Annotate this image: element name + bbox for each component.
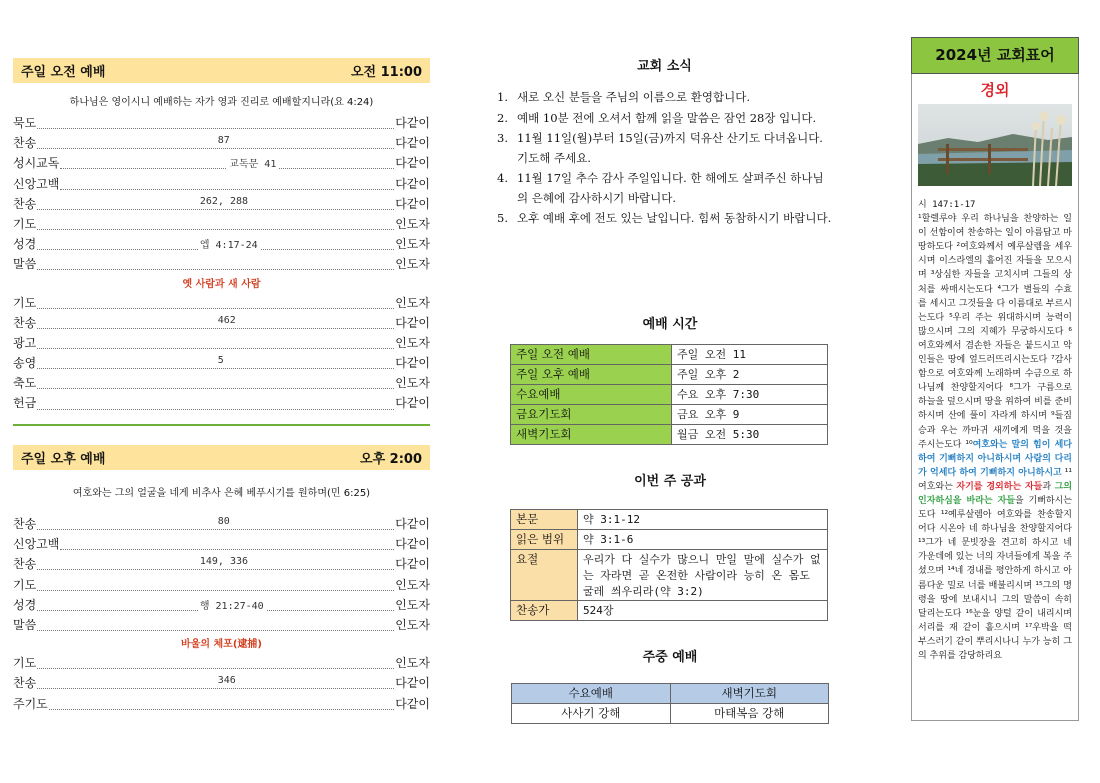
order-row [13,576,430,596]
order-row [13,596,430,616]
order-item-detail: 346 [217,675,236,687]
order-row [13,654,430,674]
order-item-label: 말씀 [13,257,37,272]
order-item-label: 묵도 [13,116,37,130]
psalm-part3b: 과 [1042,481,1055,492]
dot-leader [60,188,394,190]
order-item-label: 찬송 [13,557,37,572]
order-item-leader: 인도자 [395,295,430,310]
dot-leader [37,629,394,631]
order-item-label: 기도 [13,295,37,310]
landscape-photo-image [918,104,1072,186]
lesson-title: 이번 주 공과 [634,474,706,489]
order-row [13,555,430,575]
news-title: 교회 소식 [637,59,692,74]
weekday-header-wed: 수요예배 [512,684,671,704]
worship-time-row-value: 주일 오후 2 [672,365,828,385]
afternoon-sermon-title: 바울의 체포(逮捕) [181,639,262,651]
order-item-leader: 다같이 [395,116,430,130]
order-item-leader: 인도자 [395,237,430,252]
order-item-leader: 다같이 [395,156,430,171]
order-row [13,154,430,174]
dot-leader [37,589,394,591]
psalm-text [918,198,1072,663]
psalm-part3: ¹¹여호와는 [918,467,1073,492]
order-row [13,334,430,354]
weekday-table [511,683,829,724]
order-row [13,114,430,134]
news-item [497,209,832,229]
order-row [13,695,430,715]
order-item-label: 찬송 [13,315,37,330]
lesson-row [511,601,828,621]
order-item-detail: 행 21:27-40 [198,597,266,612]
order-item-label: 신앙고백 [13,537,60,552]
worship-time-row-value: 주일 오전 11 [672,345,828,365]
order-item-detail: 5 [217,355,224,367]
news-list [497,88,832,229]
order-item-leader: 인도자 [395,597,430,612]
dot-leader [37,600,394,612]
order-item-detail: 교독문 41 [227,155,278,170]
worship-time-row [511,365,828,385]
order-item-label: 찬송 [13,676,37,691]
order-row [13,294,430,314]
order-row [13,354,430,374]
afternoon-order-part2 [13,654,430,715]
afternoon-worship [13,445,430,715]
worship-time-row-key: 주일 오후 예배 [511,365,672,385]
lesson-row [511,510,828,530]
worship-time-row-value: 수요 오후 7:30 [672,385,828,405]
worship-time-row-key: 주일 오전 예배 [511,345,672,365]
afternoon-verse: 여호와는 그의 얼굴을 네게 비추사 은혜 베푸시기를 원하며(민 6:25) [72,488,371,499]
worship-time-row-key: 새벽기도회 [511,425,672,445]
news-item [497,109,832,129]
lesson-row-value: 우리가 다 실수가 많으니 만일 말에 실수가 없는 자라면 곧 온전한 사람이라 능히 온 몸도 굴레 씌우리라(약 3:2) [578,550,828,601]
order-row [13,515,430,535]
dot-leader [37,314,394,329]
afternoon-order-part1 [13,515,430,636]
morning-header [13,58,430,83]
order-item-detail: 262, 288 [199,195,249,207]
order-item-detail: 462 [217,314,236,326]
landscape-photo [918,104,1072,186]
order-item-leader: 인도자 [395,656,430,671]
order-item-leader: 인도자 [395,577,430,592]
order-item-label: 광고 [13,335,37,350]
lesson-row-value: 약 3:1-6 [578,530,828,550]
morning-verse: 하나님은 영이시니 예배하는 자가 영과 진리로 예배할지니라(요 4:24) [69,97,374,108]
order-row [13,235,430,255]
order-item-label: 성시교독 [13,156,60,171]
order-item-label: 찬송 [13,517,37,531]
lesson-row-value: 약 3:1-12 [578,510,828,530]
order-item-label: 신앙고백 [13,176,60,191]
order-row [13,374,430,394]
section-divider [13,424,430,426]
worship-time-row-value: 금요 오후 9 [672,405,828,425]
order-row [13,175,430,195]
weekday-value-dawn: 마태복음 강해 [670,704,829,724]
order-item-label: 말씀 [13,617,37,632]
dot-leader [37,268,394,270]
order-item-leader: 다같이 [395,557,430,572]
news-item-text: 오후 예배 후에 전도 있는 날입니다. 힘써 동참하시기 바랍니다. [517,211,832,225]
lesson-row-key: 읽은 범위 [511,530,578,550]
motto-panel [911,37,1079,721]
order-row [13,195,430,215]
dot-leader [49,708,394,710]
psalm-reference: 시 147:1-17 [918,200,976,210]
news-item [497,169,832,208]
worship-time-row-value: 월금 오전 5:30 [672,425,828,445]
worship-time-row-key: 수요예배 [511,385,672,405]
morning-title: 주일 오전 예배 [21,65,106,80]
dot-leader [37,240,394,252]
news-item-number: 1. [497,90,508,104]
psalm-part4: 을 기뻐하시는도다 ¹²예루살렘아 여호와를 찬송할지어다 시온아 네 하나님을 찬양할지어다 ¹³그가 네 문빗장을 견고히 하시고 네 가운데에 있는 너의 자녀들에게 복을 주셨으며 ¹⁴네 경내를 평안하게 하시고 아름다운 밀로 너를 배불리시며 ¹⁵그의 명령을 땅에 보내시니 그의 말씀이 속히 달리는도다 ¹⁶눈을 양털 같이 내리시며 서리를 재 같이 흩으시며 ¹⁷우박을 떡 부스러기 같이 뿌리시나니 누가 능히 그의 추위를 감당하리요 [918,495,1072,661]
order-item-leader: 다같이 [395,196,430,211]
dot-leader [60,159,394,171]
order-item-label: 기도 [13,577,37,592]
worship-time-row-key: 금요기도회 [511,405,672,425]
lesson-row [511,530,828,550]
order-row [13,616,430,636]
motto-word: 경외 [980,81,1010,99]
news-item-number: 5. [497,211,508,225]
worship-time-row [511,345,828,365]
dot-leader [37,347,394,349]
order-item-label: 송영 [13,356,37,371]
order-item-leader: 다같이 [395,537,430,552]
order-item-leader: 다같이 [395,396,430,411]
motto-title: 2024년 교회표어 [911,37,1079,74]
dot-leader [37,556,394,570]
middle-column [497,55,832,230]
order-item-leader: 다같이 [395,517,430,531]
order-item-leader: 다같이 [395,176,430,191]
morning-time: 오전 11:00 [350,65,422,80]
dot-leader [37,408,394,410]
news-item-text: 11월 17일 추수 감사 주일입니다. 한 해에도 살펴주신 하나님의 은혜에 감사하시기 바랍니다. [517,171,824,205]
order-item-leader: 다같이 [395,676,430,691]
order-item-label: 찬송 [13,196,37,211]
dot-leader [37,307,394,309]
afternoon-time: 오후 2:00 [360,452,422,467]
order-row [13,394,430,414]
order-item-label: 성경 [13,237,37,252]
news-item-number: 3. [497,131,508,145]
order-item-detail: 엡 4:17-24 [198,236,260,251]
worship-times-table [510,344,828,445]
worship-time-row [511,405,828,425]
afternoon-header [13,445,430,470]
order-item-leader: 다같이 [395,315,430,330]
psalm-highlight-red: 자기를 경외하는 자들 [956,481,1043,492]
order-item-leader: 다같이 [395,696,430,711]
weekday-value-wed: 사사기 강해 [512,704,671,724]
weekday-header-dawn: 새벽기도회 [670,684,829,704]
news-item-text: 예배 10분 전에 오셔서 함께 읽을 말씀은 잠언 28장 입니다. [517,110,817,125]
order-item-label: 축도 [13,376,37,391]
order-item-leader: 인도자 [395,617,430,632]
news-item-number: 4. [497,171,508,185]
lesson-row-key: 본문 [511,510,578,530]
order-item-leader: 다같이 [395,136,430,151]
morning-order-part1 [13,114,430,276]
worship-time-row [511,385,828,405]
order-row [13,255,430,275]
news-item [497,88,832,108]
order-row [13,215,430,235]
order-item-detail: 80 [217,516,230,528]
news-item-text: 새로 오신 분들을 주님의 이름으로 환영합니다. [517,90,751,104]
order-item-detail: 149, 336 [199,556,249,568]
order-item-leader: 인도자 [395,257,430,272]
psalm-highlight-green: 그의 인자하심을 바라는 자들 [918,481,1073,506]
afternoon-title: 주일 오후 예배 [21,452,106,467]
order-item-label: 주기도 [13,696,48,711]
order-item-leader: 다같이 [395,356,430,371]
lesson-row-key: 요절 [511,550,578,601]
worship-times-title: 예배 시간 [642,317,698,332]
dot-leader [37,675,394,689]
dot-leader [37,387,394,389]
lesson-row [511,550,828,601]
order-item-label: 기도 [13,656,37,671]
order-row [13,674,430,694]
dot-leader [37,127,394,129]
order-row [13,134,430,154]
order-row [13,314,430,334]
lesson-row-value: 524장 [578,601,828,621]
news-item-number: 2. [497,110,508,125]
dot-leader [37,667,394,669]
psalm-part1: ¹할렐루야 우리 하나님을 찬양하는 일이 선함이여 찬송하는 일이 아름답고 마땅하도다 ²여호와께서 예루살렘을 세우시며 이스라엘의 흩어진 자들을 모으시며 ³상심한 자들을 고치시며 그들의 상처를 싸매시는도다 ⁴그가 별들의 수효를 세시고 그것들을 다 이름대로 부르시는도다 ⁵우리 주는 위대하시며 능력이 많으시며 그의 지혜가 무궁하시도다 ⁶여호와께서 겸손한 자들은 붙드시고 악인들은 땅에 엎드러뜨리시는도다 ⁷감사함으로 여호와께 노래하며 수금으로 하나님께 찬양할지어다 ⁸그가 구름으로 하늘을 덮으시며 땅을 위하여 비를 준비하시며 산에 풀이 자라게 하시며 ⁹들짐승과 우는 까마귀 새끼에게 먹을 것을 주시는도다 ¹⁰ [918,214,1072,450]
order-item-label: 찬송 [13,136,37,151]
news-item [497,129,832,168]
order-item-leader: 인도자 [395,216,430,231]
dot-leader [37,355,394,369]
order-item-label: 헌금 [13,396,37,411]
dot-leader [60,548,394,550]
morning-order-part2 [13,294,430,415]
dot-leader [37,228,394,230]
order-item-leader: 인도자 [395,335,430,350]
order-item-label: 기도 [13,216,37,231]
worship-time-row [511,425,828,445]
order-row [13,535,430,555]
lesson-row-key: 찬송가 [511,601,578,621]
lesson-table [510,509,828,621]
morning-sermon-title: 옛 사람과 새 사람 [182,278,261,290]
dot-leader [37,516,394,530]
order-item-leader: 인도자 [395,376,430,391]
order-item-detail: 87 [217,135,230,147]
psalm-highlight-blue: 여호와는 말의 힘이 세다 하여 기뻐하지 아니하시며 사람의 다리가 억세다 하여 기뻐하지 아니하시고 [918,439,1072,478]
dot-leader [37,135,394,149]
news-item-text: 11월 11일(월)부터 15일(금)까지 덕유산 산기도 다녀옵니다. 기도해 주세요. [517,131,823,165]
dot-leader [37,195,394,210]
weekday-title: 주중 예배 [642,650,698,665]
order-item-label: 성경 [13,597,37,612]
morning-worship [13,58,430,415]
